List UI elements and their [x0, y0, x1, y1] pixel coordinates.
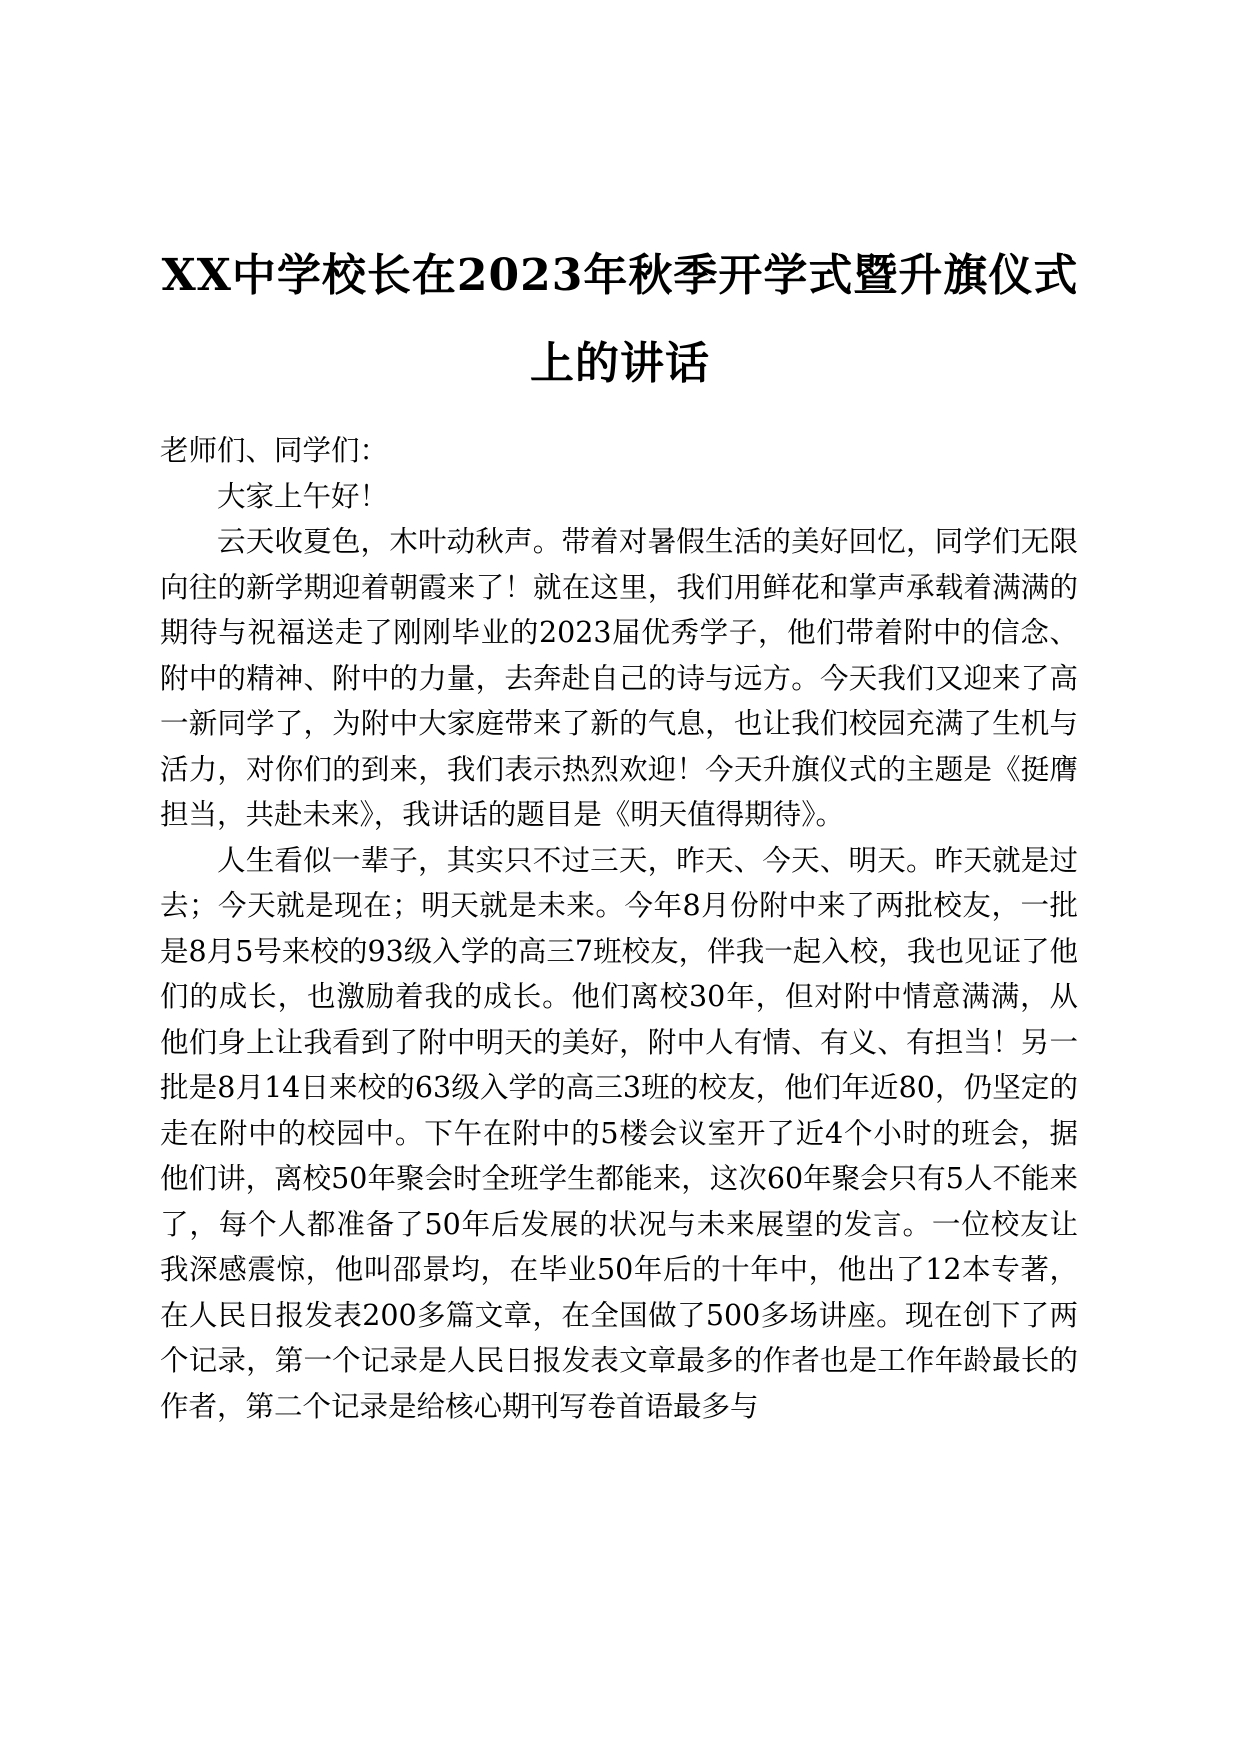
title-line-1: XX中学校长在2023年秋季开学式暨升旗仪式: [161, 250, 1079, 301]
greeting: 大家上午好！: [217, 479, 389, 513]
salutation: 老师们、同学们：: [160, 434, 389, 467]
paragraph-2: 人生看似一辈子，其实只不过三天，昨天、今天、明天。昨天就是过去；今天就是现在；明天就是未来。今年8月份附中来了两批校友，一批是8月5号来校的93级入学的高三7班校友，伴我一起入校，我也见证了他们的成长，也激励着我的成长。他们离校30年，但对附中情意满满，从他们身上让我看到了附中明天的美好，附中人有情、有义、有担当！另一批是8月14日来校的63级入学的高三3班的校友，他们年近80，仍坚定的走在附中的校园中。下午在附中的5楼会议室开了近4个小时的班会，据他们讲，离校50年聚会时全班学生都能来，这次60年聚会只有5人不能来了，每个人都准备了50年后发展的状况与未来展望的发言。一位校友让我深感震惊，他叫邵景均，在毕业50年后的十年中，他出了12本专著，在人民日报发表200多篇文章，在全国做了500多场讲座。现在创下了两个记录，第一个记录是人民日报发表文章最多的作者也是工作年龄最长的作者，第二个记录是给核心期刊写卷首语最多与: [160, 843, 1078, 1423]
document-title: [150, 232, 1090, 408]
document-body: [160, 428, 1078, 1429]
title-line-2: 上的讲话: [530, 338, 710, 389]
paragraph-1: 云天收夏色，木叶动秋声。带着对暑假生活的美好回忆，同学们无限向往的新学期迎着朝霞来了！就在这里，我们用鲜花和掌声承载着满满的期待与祝福送走了刚刚毕业的2023届优秀学子，他们带着附中的信念、附中的精神、附中的力量，去奔赴自己的诗与远方。今天我们又迎来了高一新同学了，为附中大家庭带来了新的气息，也让我们校园充满了生机与活力，对你们的到来，我们表示热烈欢迎！今天升旗仪式的主题是《挺膺担当，共赴未来》，我讲话的题目是《明天值得期待》。: [160, 525, 1078, 831]
